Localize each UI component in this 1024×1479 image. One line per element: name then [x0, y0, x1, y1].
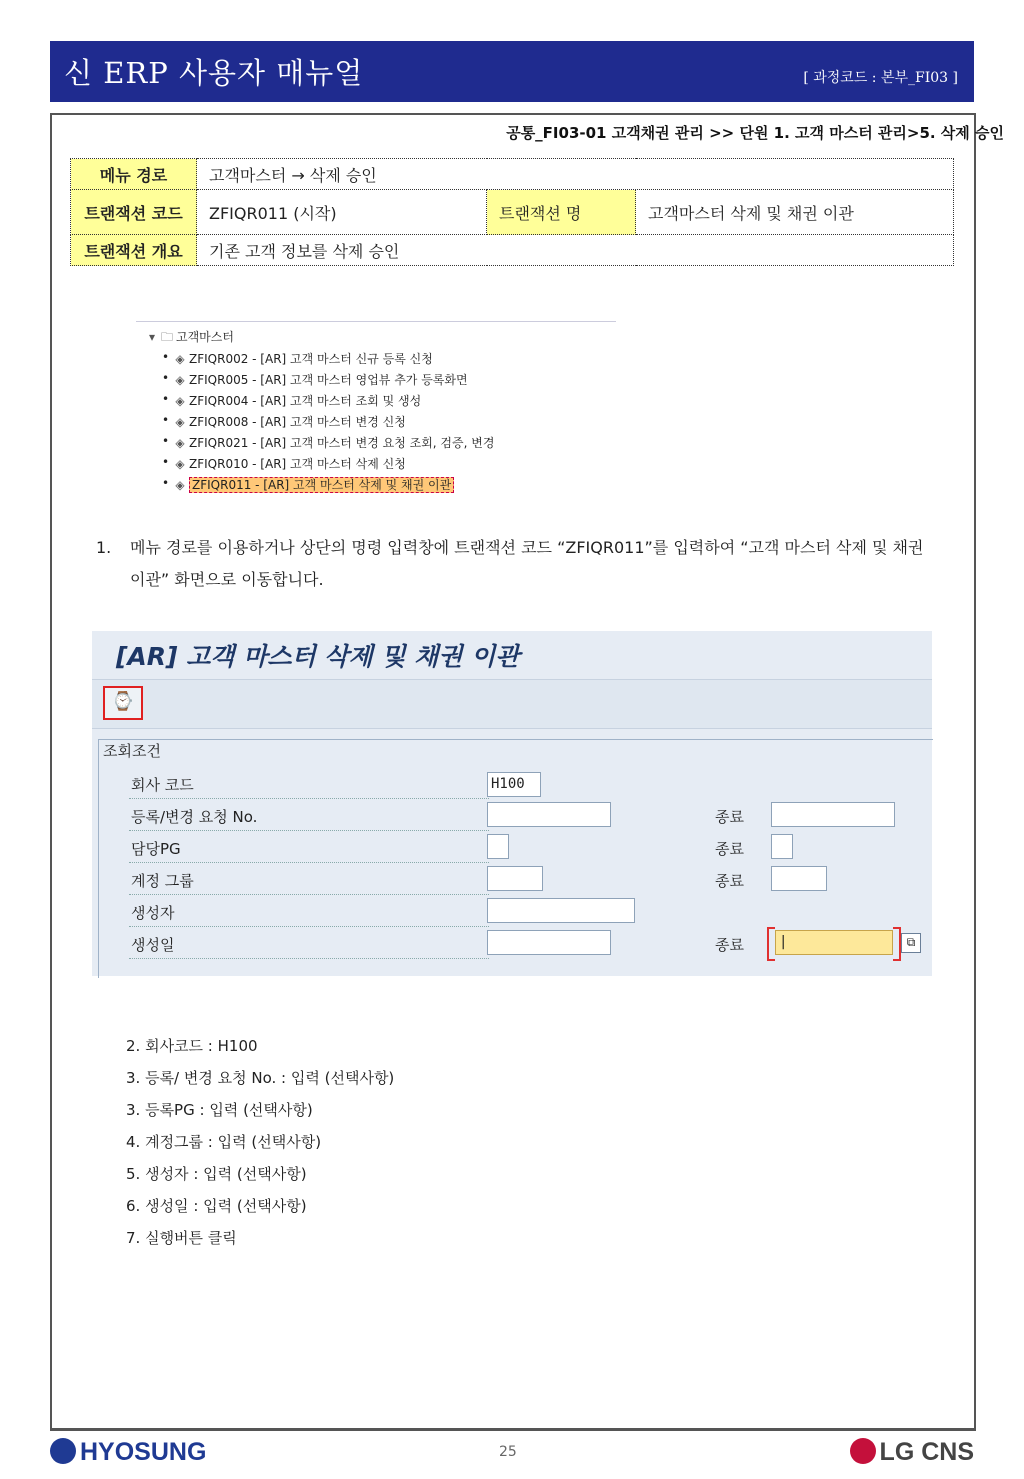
overview-value: 기존 고객 정보를 삭제 승인	[197, 235, 954, 266]
field-divider	[129, 958, 489, 959]
transaction-cube-icon: ◈	[175, 457, 185, 471]
tree-item-zfiqr011[interactable]: • ◈ ZFIQR011 - [AR] 고객 마스터 삭제 및 채권 이관	[174, 476, 454, 493]
transaction-cube-icon: ◈	[175, 415, 185, 429]
tname-label: 트랜잭션 명	[487, 190, 636, 235]
transaction-cube-icon: ◈	[175, 478, 185, 492]
field-divider	[129, 862, 489, 863]
instruction-number: 1.	[96, 538, 112, 557]
tree-item-zfiqr021[interactable]: • ◈ ZFIQR021 - [AR] 고객 마스터 변경 요청 조회, 검증, 변경	[162, 434, 495, 450]
hyosung-mark-icon	[50, 1438, 76, 1464]
request-no-to-input[interactable]	[771, 802, 895, 827]
tree-item-zfiqr005[interactable]: • ◈ ZFIQR005 - [AR] 고객 마스터 영업뷰 추가 등록화면	[162, 371, 468, 387]
expand-triangle-icon: ▾	[148, 330, 156, 344]
menu-path-value: 고객마스터 → 삭제 승인	[197, 159, 954, 190]
execute-clock-icon: ⌚	[111, 691, 135, 712]
pg-to-input[interactable]	[771, 834, 793, 859]
account-group-to-label: 종료	[715, 872, 744, 890]
field-divider	[129, 798, 489, 799]
hyosung-logo: HYOSUNG	[50, 1438, 206, 1467]
tree-root-label: 고객마스터	[176, 330, 234, 344]
sap-toolbar	[92, 679, 932, 729]
transaction-cube-icon: ◈	[175, 352, 185, 366]
transaction-info-table	[70, 158, 954, 266]
field-label-request-no: 등록/변경 요청 No.	[131, 808, 258, 826]
menu-path-label: 메뉴 경로	[71, 159, 197, 190]
field-divider	[129, 926, 489, 927]
lg-mark-icon	[850, 1438, 876, 1464]
menu-tree	[136, 321, 616, 500]
course-code: [ 과정코드 : 본부_FI03 ]	[803, 70, 958, 86]
pg-to-label: 종료	[715, 840, 744, 858]
sap-screen-title: [AR] 고객 마스터 삭제 및 채권 이관	[116, 642, 520, 671]
instruction-paragraph	[96, 532, 926, 596]
multiple-selection-icon[interactable]: ⧉	[901, 933, 921, 953]
field-divider	[129, 894, 489, 895]
execute-button[interactable]	[103, 686, 143, 720]
folder-icon: 🗀	[161, 330, 174, 344]
step-item: 6. 생성일 : 입력 (선택사항)	[126, 1197, 307, 1215]
request-no-to-label: 종료	[715, 808, 744, 826]
transaction-cube-icon: ◈	[175, 436, 185, 450]
creator-input[interactable]	[487, 898, 635, 923]
step-item: 3. 등록PG : 입력 (선택사항)	[126, 1101, 313, 1119]
field-label-pg: 담당PG	[131, 840, 181, 858]
lgcns-logo: LG CNS	[850, 1438, 974, 1467]
tree-item-zfiqr010[interactable]: • ◈ ZFIQR010 - [AR] 고객 마스터 삭제 신청	[162, 455, 406, 471]
account-group-to-input[interactable]	[771, 866, 827, 891]
breadcrumb: 공통_FI03-01 고객채권 관리 >> 단원 1. 고객 마스터 관리>5. 삭제 승인	[506, 124, 1004, 142]
created-date-from-input[interactable]	[487, 930, 611, 955]
instruction-text: 메뉴 경로를 이용하거나 상단의 명령 입력창에 트랜잭션 코드 “ZFIQR011”를 입력하여 “고객 마스터 삭제 및 채권 이관” 화면으로 이동합니다.	[130, 538, 924, 589]
steps-list	[126, 1030, 394, 1254]
step-item: 4. 계정그룹 : 입력 (선택사항)	[126, 1133, 322, 1151]
tree-root-folder[interactable]	[146, 328, 234, 349]
tcode-label: 트랜잭션 코드	[71, 190, 197, 235]
page-number: 25	[499, 1444, 517, 1460]
overview-label: 트랜잭션 개요	[71, 235, 197, 266]
tree-item-zfiqr002[interactable]: • ◈ ZFIQR002 - [AR] 고객 마스터 신규 등록 신청	[162, 350, 433, 366]
group-title: 조회조건	[103, 740, 167, 761]
pg-from-input[interactable]	[487, 834, 509, 859]
transaction-cube-icon: ◈	[175, 373, 185, 387]
tree-item-zfiqr008[interactable]: • ◈ ZFIQR008 - [AR] 고객 마스터 변경 신청	[162, 413, 406, 429]
step-item: 7. 실행버튼 클릭	[126, 1229, 237, 1247]
search-criteria-group	[98, 739, 933, 978]
company-code-input[interactable]: H100	[487, 772, 541, 797]
header-bar	[50, 41, 974, 102]
field-label-company-code: 회사 코드	[131, 776, 194, 794]
focus-bracket-left	[767, 927, 775, 961]
field-label-created-date: 생성일	[131, 936, 175, 954]
step-item: 3. 등록/ 변경 요청 No. : 입력 (선택사항)	[126, 1069, 395, 1087]
focus-bracket-right	[893, 927, 901, 961]
step-item: 5. 생성자 : 입력 (선택사항)	[126, 1165, 307, 1183]
field-label-account-group: 계정 그룹	[131, 872, 194, 890]
transaction-cube-icon: ◈	[175, 394, 185, 408]
field-label-creator: 생성자	[131, 904, 175, 922]
step-item: 2. 회사코드 : H100	[126, 1037, 258, 1055]
created-date-to-input[interactable]: |	[775, 930, 893, 955]
manual-title: 신 ERP 사용자 매뉴얼	[64, 56, 364, 90]
tree-item-zfiqr004[interactable]: • ◈ ZFIQR004 - [AR] 고객 마스터 조회 및 생성	[162, 392, 422, 408]
field-divider	[129, 830, 489, 831]
request-no-from-input[interactable]	[487, 802, 611, 827]
tcode-value: ZFIQR011 (시작)	[197, 190, 487, 235]
tname-value: 고객마스터 삭제 및 채권 이관	[636, 190, 954, 235]
sap-screen	[92, 631, 932, 976]
account-group-from-input[interactable]	[487, 866, 543, 891]
created-date-to-label: 종료	[715, 936, 744, 954]
